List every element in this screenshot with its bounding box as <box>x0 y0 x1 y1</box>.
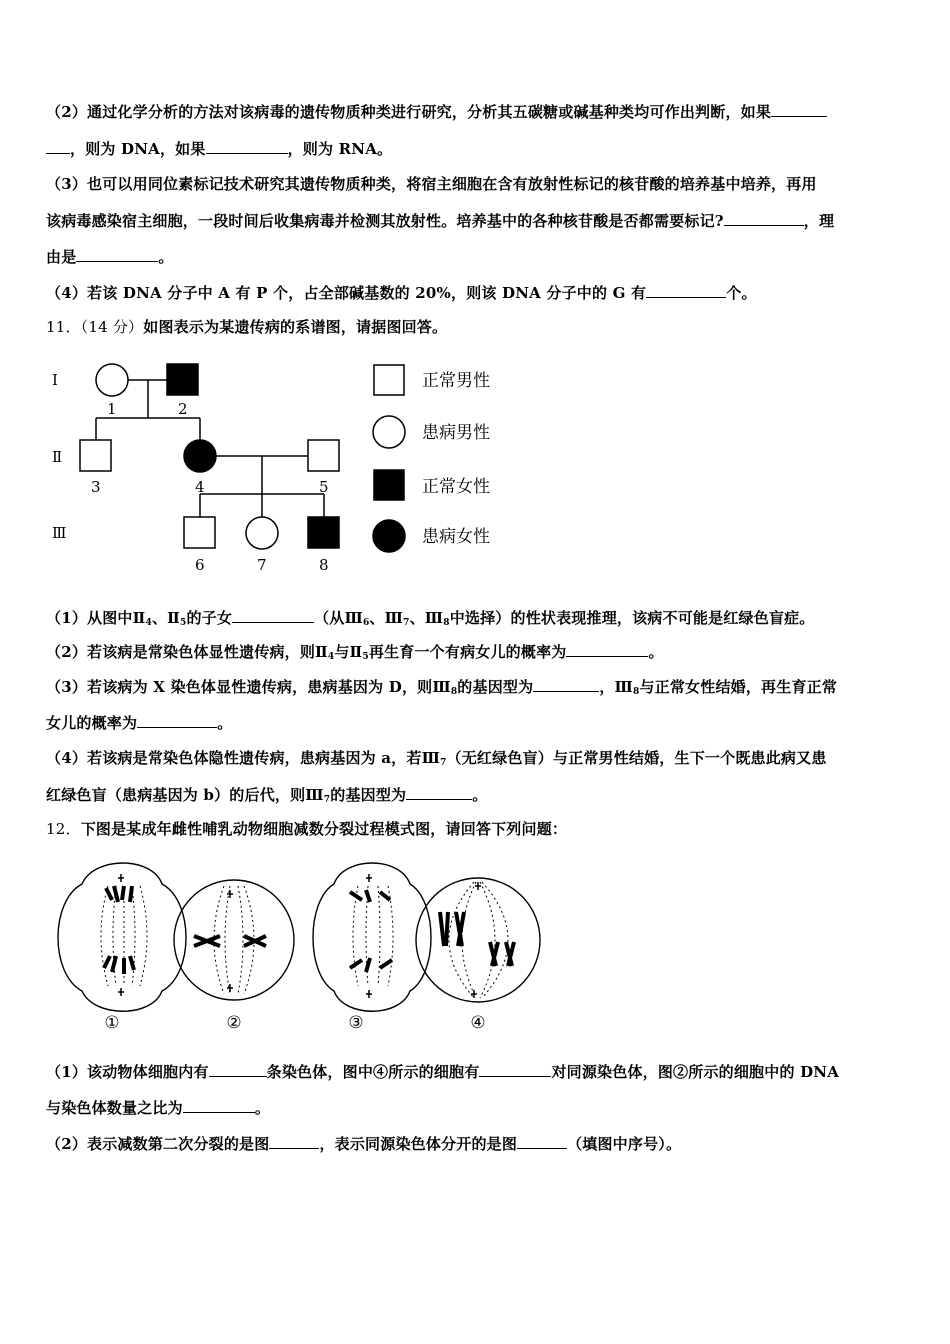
generation-label-3: Ⅲ <box>52 524 67 542</box>
answer-blank[interactable] <box>206 138 288 154</box>
text: 。 <box>217 714 233 732</box>
answer-blank[interactable] <box>517 1133 567 1149</box>
text: （填图中序号）。 <box>567 1135 682 1153</box>
q11-header <box>46 316 447 338</box>
q10-part2-line1 <box>46 101 827 123</box>
text: （1）该动物体细胞内有 <box>46 1063 209 1081</box>
answer-blank[interactable] <box>183 1097 255 1113</box>
legend-label: 患病男性 <box>422 423 490 443</box>
subscript: 8 <box>632 687 640 697</box>
cell-label: ① <box>104 1013 120 1033</box>
q10-part4-line <box>46 282 757 304</box>
q10-p4-text-a: （4）若该 DNA 分子中 A 有 P 个，占全部碱基数的 20%，则该 DNA 分子中的 G 有 <box>46 284 647 302</box>
subscript: 8 <box>443 618 450 628</box>
subscript: 6 <box>362 618 370 628</box>
text: 。 <box>472 786 488 804</box>
q10-part3-line1 <box>46 173 817 195</box>
text: 。 <box>254 1099 271 1117</box>
generation-label-2: Ⅱ <box>52 448 63 466</box>
text: 条染色体，图中④所示的细胞有 <box>266 1063 480 1081</box>
q11-part2 <box>46 641 664 668</box>
q10-part2-line2 <box>46 138 392 160</box>
text: （3）若该病为 X 染色体显性遗传病，患病基因为 D，则Ⅲ <box>46 678 451 696</box>
text: 。 <box>648 643 664 661</box>
subscript: 7 <box>403 618 410 628</box>
q10-p3-text-e: 。 <box>158 248 174 266</box>
text: 与Ⅱ <box>334 643 363 661</box>
text: （2）表示减数第二次分裂的是图 <box>46 1135 270 1153</box>
answer-blank[interactable] <box>479 1061 551 1077</box>
answer-blank[interactable] <box>771 101 827 117</box>
meiosis-diagram <box>44 856 544 1036</box>
text: （无红绿色盲）与正常男性结婚，生下一个既患此病又患 <box>446 749 827 767</box>
answer-blank[interactable] <box>406 784 472 800</box>
individual-label: 1 <box>107 400 117 418</box>
text: 对同源染色体，图②所示的细胞中的 DNA <box>551 1063 840 1081</box>
answer-blank[interactable] <box>566 641 648 657</box>
text: 与染色体数量之比为 <box>46 1099 183 1117</box>
q10-p2-text-b: ，则为 DNA，如果 <box>70 140 206 158</box>
individual-label: 8 <box>319 556 329 574</box>
answer-blank[interactable] <box>209 1061 267 1077</box>
answer-blank[interactable] <box>232 607 314 623</box>
answer-blank[interactable] <box>724 210 804 226</box>
q10-p3-text-b: 该病毒感染宿主细胞，一段时间后收集病毒并检测其放射性。培养基中的各种核苷酸是否都需要标记? <box>46 212 724 230</box>
cell-label: ② <box>226 1013 242 1033</box>
pedigree-female-normal <box>96 364 128 396</box>
answer-blank[interactable] <box>533 676 599 692</box>
cell-1 <box>58 863 186 1011</box>
generation-label-1: Ⅰ <box>52 371 58 389</box>
q11-part3-line1 <box>46 676 837 703</box>
answer-blank[interactable] <box>646 282 726 298</box>
text: 女儿的概率为 <box>46 714 138 732</box>
text: （4）若该病是常染色体隐性遗传病，患病基因为 a，若Ⅲ <box>46 749 441 767</box>
q10-p3-text-a: （3）也可以用同位素标记技术研究其遗传物质种类，将宿主细胞在含有放射性标记的核苷酸的培养基中培养，再用 <box>46 175 817 193</box>
text: （从Ⅲ <box>314 609 363 627</box>
answer-blank[interactable] <box>76 246 158 262</box>
text: 、Ⅲ <box>369 609 404 627</box>
q10-p2-text-a: （2）通过化学分析的方法对该病毒的遗传物质种类进行研究，分析其五碳糖或碱基种类均可作出判断，如果 <box>46 103 772 121</box>
text: 的基因型为 <box>457 678 534 696</box>
q10-p2-text-c: ，则为 RNA。 <box>287 140 393 158</box>
text: 、Ⅲ <box>409 609 444 627</box>
pedigree-female-normal-square <box>308 517 339 548</box>
pedigree-female-affected <box>184 440 216 472</box>
text: ，表示同源染色体分开的是图 <box>319 1135 518 1153</box>
q11-part1 <box>46 607 815 634</box>
subscript: 5 <box>180 618 187 628</box>
pedigree-male-affected <box>167 364 198 395</box>
q12-part2 <box>46 1133 681 1155</box>
pedigree-male-normal <box>80 440 111 471</box>
text: ，Ⅲ <box>599 678 633 696</box>
pedigree-male-normal <box>184 517 215 548</box>
text: 红绿色盲（患病基因为 b）的后代，则Ⅲ <box>46 786 324 804</box>
subscript: 4 <box>327 652 335 662</box>
individual-label: 5 <box>319 478 329 496</box>
subscript: 8 <box>450 687 458 697</box>
individual-label: 2 <box>178 400 188 418</box>
cell-4 <box>416 878 540 1002</box>
q12-header <box>46 818 567 840</box>
q11-part4-line2 <box>46 784 487 811</box>
q12-part1-line1 <box>46 1061 839 1083</box>
answer-blank[interactable] <box>46 138 70 154</box>
subscript: 5 <box>362 652 369 662</box>
q11-part3-line2 <box>46 712 232 734</box>
text: （1）从图中Ⅱ <box>46 609 146 627</box>
text: 中选择）的性状表现推理，该病不可能是红绿色盲症。 <box>449 609 815 627</box>
q11-prompt: 如图表示为某遗传病的系谱图，请据图回答。 <box>143 318 448 336</box>
pedigree-chart <box>40 352 520 582</box>
subscript: 4 <box>145 618 152 628</box>
text: 再生育一个有病女儿的概率为 <box>368 643 567 661</box>
text: （2）若该病是常染色体显性遗传病，则Ⅱ <box>46 643 328 661</box>
pedigree-female-normal <box>246 517 278 549</box>
cell-2 <box>174 880 294 1000</box>
individual-label: 6 <box>195 556 205 574</box>
subscript: 7 <box>440 758 447 768</box>
q12-part1-line2 <box>46 1097 270 1119</box>
q10-p3-text-d: 由是 <box>46 248 77 266</box>
cell-3 <box>313 863 431 1011</box>
legend-normal-female-icon <box>374 470 404 500</box>
q10-p4-text-b: 个。 <box>726 284 757 302</box>
q10-part3-line2 <box>46 210 834 232</box>
q11-number: 11．（14 分） <box>46 318 144 336</box>
q10-p3-text-c: ，理 <box>803 212 835 230</box>
pedigree-male-normal <box>308 440 339 471</box>
text: 的子女 <box>186 609 233 627</box>
q12-prompt: 下图是某成年雌性哺乳动物细胞减数分裂过程模式图，请回答下列问题： <box>80 820 568 838</box>
individual-label: 7 <box>257 556 267 574</box>
legend-label: 正常男性 <box>422 371 490 391</box>
cell-label: ④ <box>470 1013 486 1033</box>
legend-label: 正常女性 <box>422 477 490 497</box>
legend-affected-male-icon <box>373 416 405 448</box>
text: 、Ⅱ <box>151 609 180 627</box>
answer-blank[interactable] <box>137 712 217 728</box>
answer-blank[interactable] <box>269 1133 319 1149</box>
legend-normal-male-icon <box>374 365 404 395</box>
legend-label: 患病女性 <box>422 527 490 547</box>
individual-label: 4 <box>195 478 205 496</box>
q12-number: 12． <box>46 820 81 838</box>
legend-affected-female-icon <box>373 520 405 552</box>
text: 的基因型为 <box>330 786 407 804</box>
q11-part4-line1 <box>46 747 827 774</box>
q10-part3-line3 <box>46 246 174 268</box>
subscript: 7 <box>323 795 331 805</box>
cell-label: ③ <box>348 1013 364 1033</box>
individual-label: 3 <box>91 478 101 496</box>
text: 与正常女性结婚，再生育正常 <box>639 678 838 696</box>
